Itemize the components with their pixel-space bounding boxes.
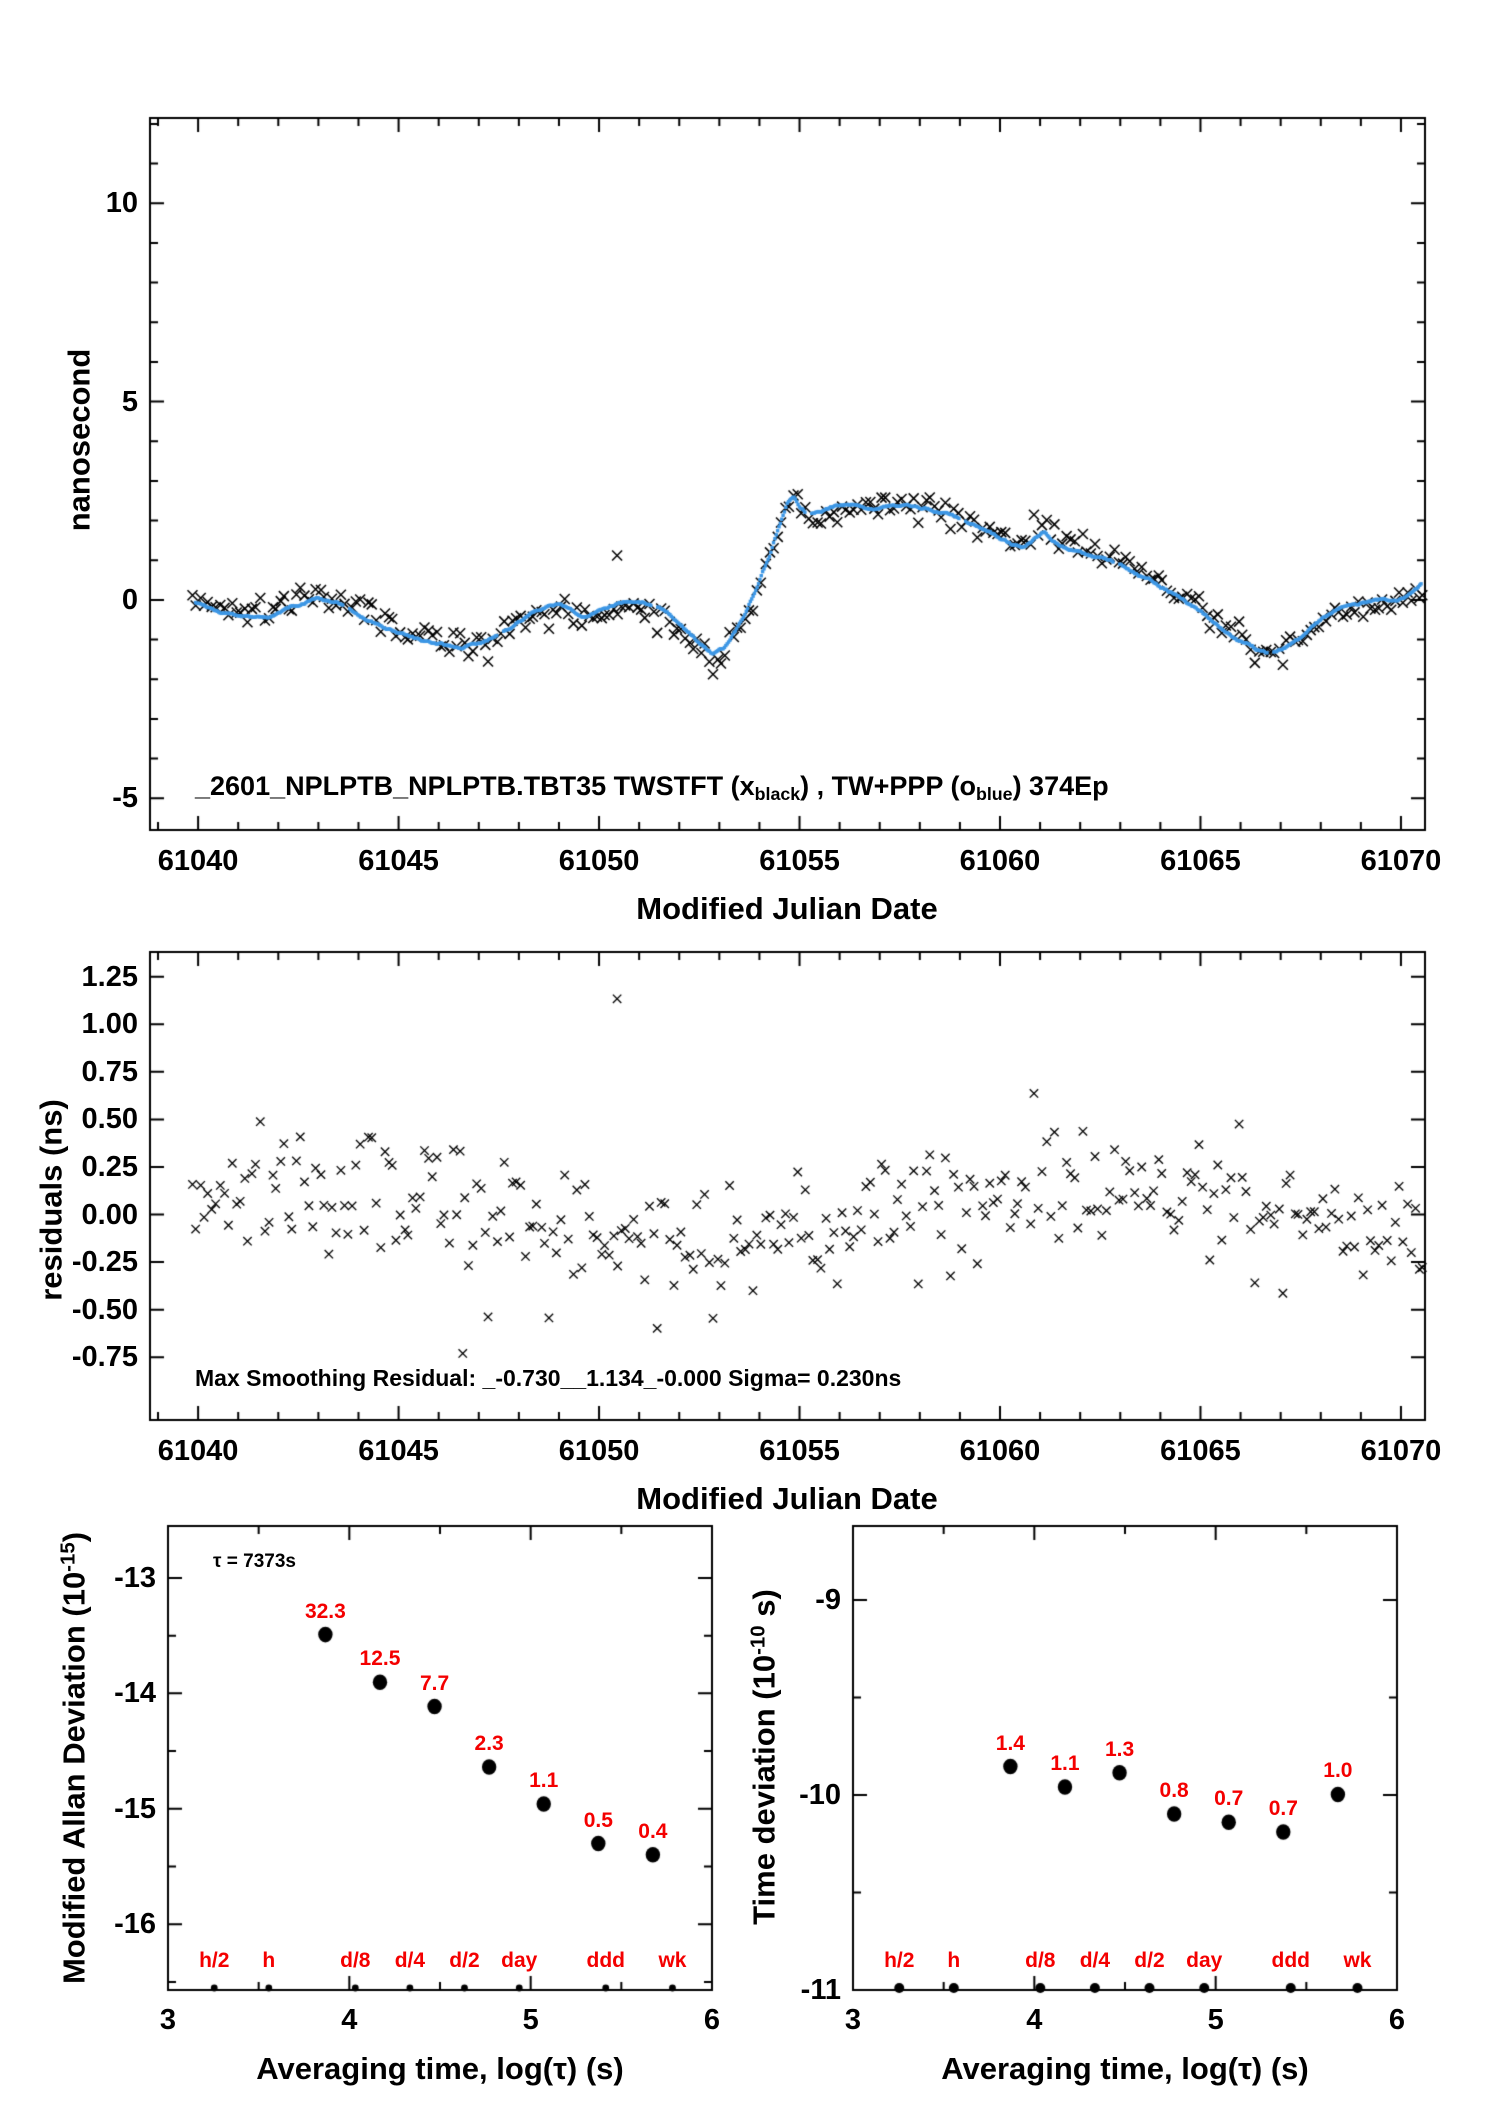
tdev-x-tick-label: 5 xyxy=(1207,2004,1224,2036)
deviation-value-label: 0.7 xyxy=(1214,1787,1244,1811)
averaging-interval-label: d/4 xyxy=(394,1949,426,1972)
residuals-x-tick-label: 61050 xyxy=(558,1435,640,1467)
tau-annotation: τ = 7373s xyxy=(213,1551,296,1572)
subscript: blue xyxy=(975,783,1013,804)
averaging-interval-label: h/2 xyxy=(884,1949,915,1972)
averaging-interval-label: ddd xyxy=(586,1949,625,1972)
averaging-interval-label: ddd xyxy=(1271,1949,1310,1972)
mdev-x-tick-label: 3 xyxy=(159,2004,177,2036)
averaging-interval-label: h xyxy=(947,1949,961,1972)
top-y-tick-label: -5 xyxy=(112,782,138,815)
top-x-tick-label: 61055 xyxy=(759,845,840,877)
top-x-tick-label: 61040 xyxy=(157,845,239,877)
deviation-value-label: 1.1 xyxy=(1050,1752,1080,1775)
mdev-y-axis-title: Modified Allan Deviation $(10^{-15})$ xyxy=(56,1531,92,1985)
averaging-interval-label: h xyxy=(262,1949,276,1972)
tdev-y-tick-label: -11 xyxy=(800,1973,841,2006)
averaging-interval-label: d/4 xyxy=(1079,1949,1111,1972)
top-y-axis-title: nanosecond xyxy=(61,348,97,532)
averaging-interval-label: d/2 xyxy=(1134,1949,1165,1972)
mdev-x-tick-label: 6 xyxy=(703,2004,721,2036)
mdev-y-tick-label: -14 xyxy=(114,1677,156,1710)
residuals-y-tick-label: 1.25 xyxy=(81,960,138,993)
mdev-y-tick-label: -15 xyxy=(114,1792,156,1825)
residuals-y-tick-label: 0.00 xyxy=(81,1198,138,1231)
mdev-x-tick-label: 5 xyxy=(522,2004,539,2036)
mdev-x-axis-title: Averaging time, log(τ) (s) xyxy=(256,2051,624,2086)
averaging-interval-label: d/8 xyxy=(340,1949,371,1972)
deviation-value-label: 1.3 xyxy=(1104,1737,1135,1761)
deviation-value-label: 1.0 xyxy=(1323,1759,1353,1783)
residuals-x-tick-label: 61065 xyxy=(1160,1435,1241,1467)
residuals-y-axis-title: residuals (ns) xyxy=(33,1099,69,1301)
averaging-interval-label: d/2 xyxy=(449,1949,480,1972)
residuals-y-tick-label: -0.75 xyxy=(71,1341,138,1373)
residuals-y-tick-label: 0.50 xyxy=(81,1103,138,1136)
deviation-value-label: 2.3 xyxy=(474,1731,504,1755)
mdev-y-tick-label: -13 xyxy=(114,1561,156,1594)
averaging-interval-label: day xyxy=(1186,1949,1223,1972)
superscript: -15 xyxy=(56,1542,80,1572)
residuals-y-tick-label: 0.75 xyxy=(81,1055,138,1088)
mdev-x-tick-label: 4 xyxy=(341,2004,358,2036)
tdev-x-axis-title: Averaging time, log(τ) (s) xyxy=(941,2051,1309,2086)
deviation-value-label: 12.5 xyxy=(359,1647,401,1671)
tdev-x-tick-label: 3 xyxy=(844,2004,862,2036)
top-x-axis-title: Modified Julian Date xyxy=(636,891,938,926)
top-y-tick-label: 0 xyxy=(121,583,138,616)
residuals-y-tick-label: -0.25 xyxy=(71,1245,138,1278)
top-x-tick-label: 61060 xyxy=(959,845,1041,877)
averaging-interval-label: day xyxy=(501,1949,538,1972)
top-x-tick-label: 61070 xyxy=(1360,845,1442,877)
tdev-y-tick-label: -9 xyxy=(815,1583,841,1616)
residuals-x-tick-label: 61045 xyxy=(358,1435,439,1467)
tdev-y-tick-label: -10 xyxy=(799,1778,841,1811)
mdev-y-tick-label: -16 xyxy=(114,1907,156,1940)
residuals-x-tick-label: 61070 xyxy=(1360,1435,1442,1467)
averaging-interval-label: wk xyxy=(658,1949,687,1972)
superscript: -10 xyxy=(746,1625,770,1655)
averaging-interval-label: wk xyxy=(1343,1949,1372,1972)
residuals-x-tick-label: 61060 xyxy=(959,1435,1041,1467)
residuals-y-tick-label: 1.00 xyxy=(81,1008,138,1041)
smoothing-residual-stats: Max Smoothing Residual: _-0.730__1.134_-0.000 Sigma= 0.230ns xyxy=(195,1365,902,1391)
series-legend-annotation: _2601_NPLPTB_NPLPTB.TBT35 TWSTFT (xblack) , TW+PPP (oblue) 374Ep xyxy=(195,771,1109,804)
deviation-value-label: 0.8 xyxy=(1159,1778,1189,1802)
residuals-x-tick-label: 61040 xyxy=(157,1435,239,1467)
deviation-value-label: 0.7 xyxy=(1268,1797,1298,1821)
top-x-tick-label: 61050 xyxy=(558,845,640,877)
top-x-tick-label: 61065 xyxy=(1160,845,1241,877)
residuals-y-tick-label: 0.25 xyxy=(81,1150,138,1183)
deviation-value-label: 1.1 xyxy=(529,1769,559,1792)
tdev-x-tick-label: 4 xyxy=(1026,2004,1043,2036)
top-x-tick-label: 61045 xyxy=(358,845,439,877)
top-y-tick-label: 5 xyxy=(121,385,138,418)
deviation-value-label: 7.7 xyxy=(419,1671,450,1695)
tdev-x-tick-label: 6 xyxy=(1388,2004,1406,2036)
deviation-value-label: 1.4 xyxy=(995,1731,1025,1755)
deviation-value-label: 32.3 xyxy=(304,1599,346,1623)
top-y-tick-label: 10 xyxy=(105,187,138,220)
averaging-interval-label: d/8 xyxy=(1025,1949,1056,1972)
deviation-value-label: 0.5 xyxy=(583,1808,613,1832)
deviation-value-label: 0.4 xyxy=(638,1819,668,1843)
tdev-y-axis-title: Time deviation ($10^{-10}$ s) xyxy=(746,1589,782,1925)
averaging-interval-label: h/2 xyxy=(199,1949,230,1972)
residuals-y-tick-label: -0.50 xyxy=(71,1293,138,1326)
residuals-x-tick-label: 61055 xyxy=(759,1435,840,1467)
subscript: black xyxy=(754,783,801,804)
residuals-x-axis-title: Modified Julian Date xyxy=(636,1481,938,1516)
